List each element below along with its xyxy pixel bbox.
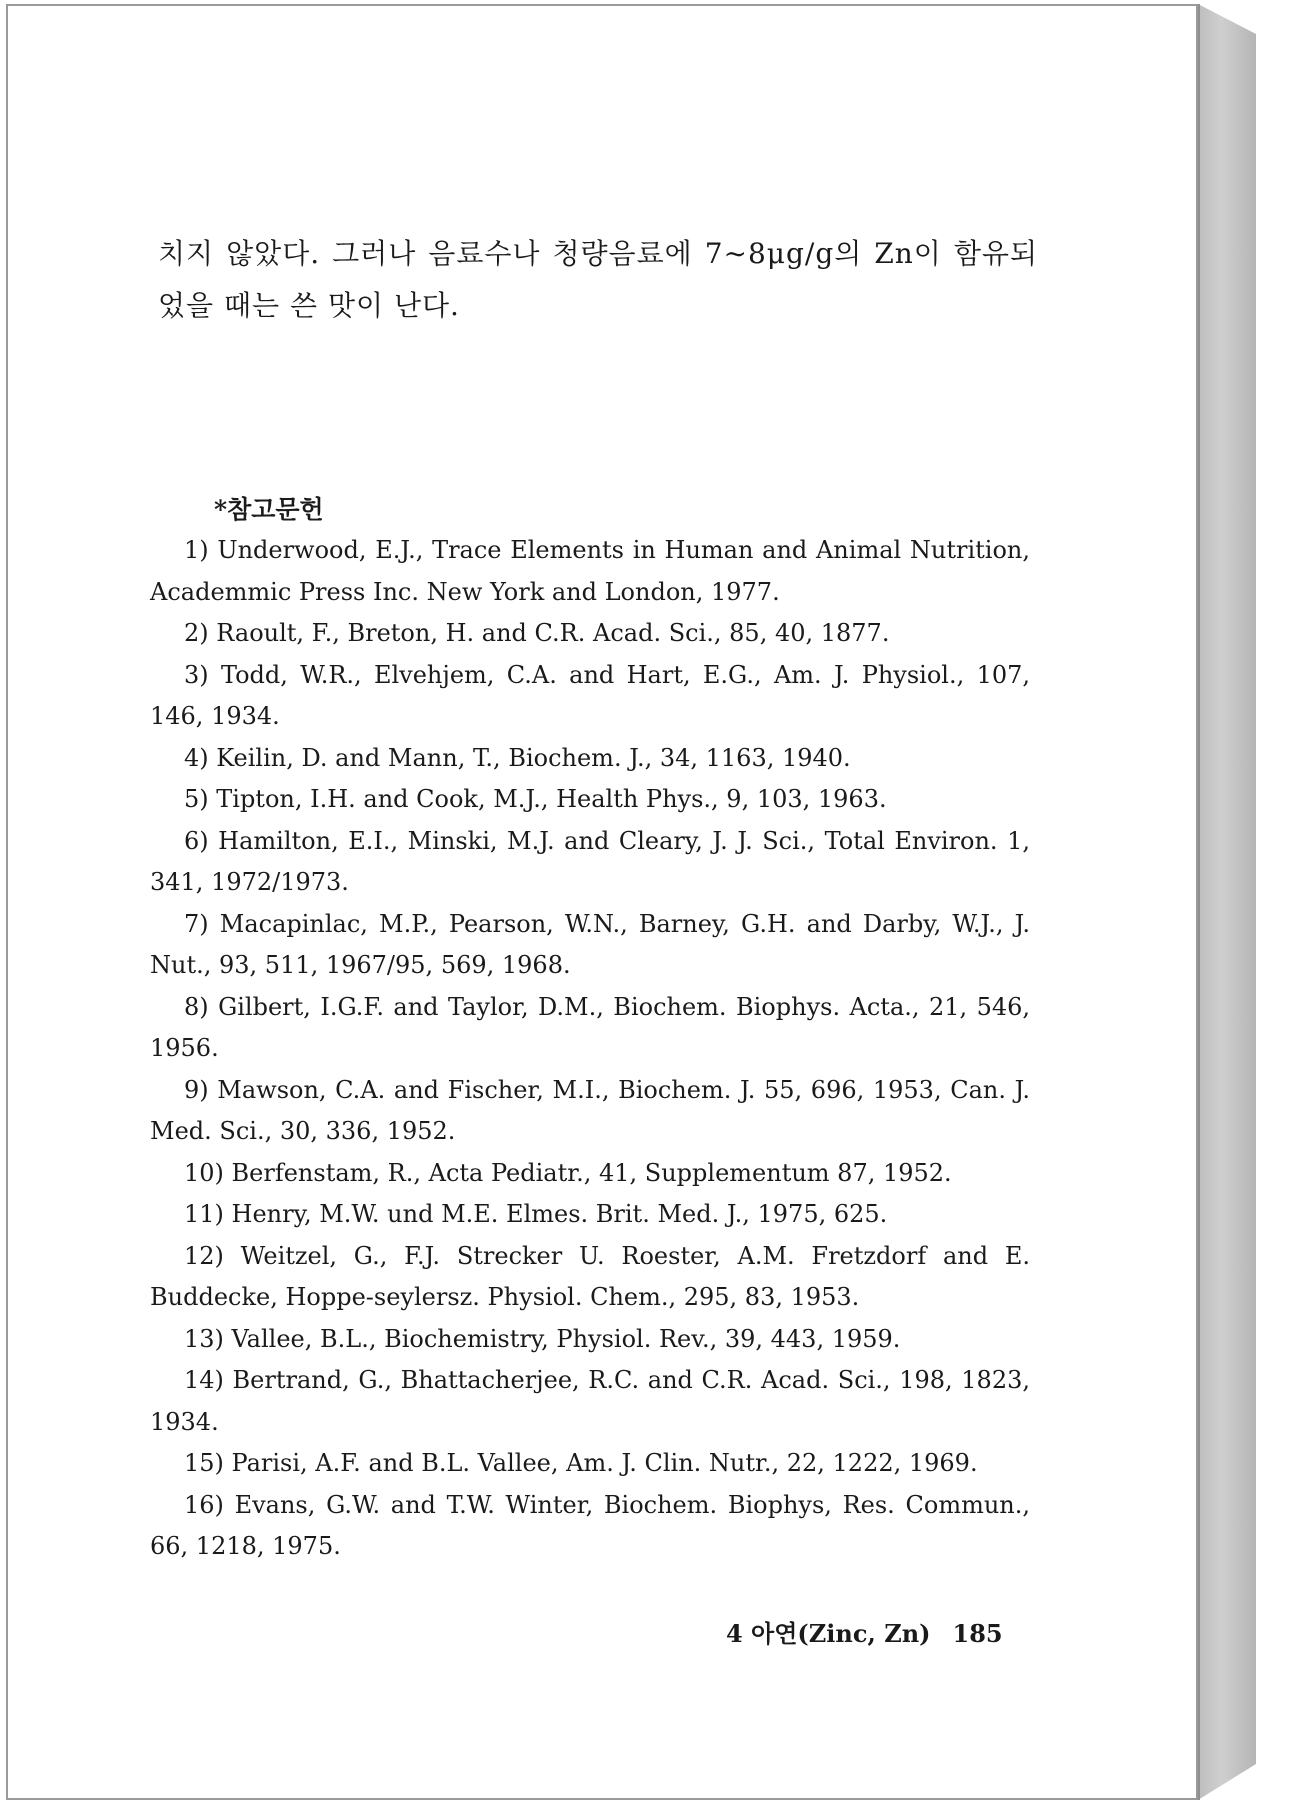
chapter-title: 4 아연(Zinc, Zn) — [726, 1619, 931, 1648]
reference-item: 2) Raoult, F., Breton, H. and C.R. Acad. Sci., 85, 40, 1877. — [184, 619, 890, 647]
page-number: 185 — [952, 1619, 1003, 1648]
reference-item: 5) Tipton, I.H. and Cook, M.J., Health Phys., 9, 103, 1963. — [184, 785, 887, 813]
reference-item: 3) Todd, W.R., Elvehjem, C.A. and Hart, E.G., Am. J. Physiol., 107, 146, 1934. — [150, 660, 1030, 730]
reference-item: 11) Henry, M.W. und M.E. Elmes. Brit. Med. J., 1975, 625. — [184, 1200, 888, 1228]
page-stack-edge — [1198, 4, 1256, 1800]
reference-item: 8) Gilbert, I.G.F. and Taylor, D.M., Biochem. Biophys. Acta., 21, 546, 1956. — [150, 992, 1030, 1062]
reference-item: 1) Underwood, E.J., Trace Elements in Human and Animal Nutrition, Academmic Press Inc. New York and London, 1977. — [150, 536, 1030, 606]
reference-item: 12) Weitzel, G., F.J. Strecker U. Roester, A.M. Fretzdorf and E. Buddecke, Hoppe-seylersz. Physiol. Chem., 295, 83, 1953. — [150, 1241, 1030, 1311]
reference-item: 10) Berfenstam, R., Acta Pediatr., 41, Supplementum 87, 1952. — [184, 1158, 952, 1187]
reference-item: 4) Keilin, D. and Mann, T., Biochem. J., 34, 1163, 1940. — [184, 743, 851, 772]
page-edge-line — [1198, 4, 1200, 1800]
reference-list — [150, 530, 1030, 1568]
reference-item: 15) Parisi, A.F. and B.L. Vallee, Am. J. Clin. Nutr., 22, 1222, 1969. — [184, 1449, 978, 1477]
body-paragraph: 치지 않았다. 그러나 음료수나 청량음료에 7∼8μg/g의 Zn이 함유되었을 때는 쓴 맛이 난다. — [158, 237, 1038, 322]
reference-item: 13) Vallee, B.L., Biochemistry, Physiol. Rev., 39, 443, 1959. — [184, 1324, 901, 1353]
reference-item: 6) Hamilton, E.I., Minski, M.J. and Cleary, J. J. Sci., Total Environ. 1, 341, 1972/1973. — [150, 826, 1030, 896]
page-footer — [726, 1614, 1003, 1649]
reference-item: 7) Macapinlac, M.P., Pearson, W.N., Barney, G.H. and Darby, W.J., J. Nut., 93, 511, 1967/95, 569, 1968. — [150, 909, 1030, 979]
reference-item: 14) Bertrand, G., Bhattacherjee, R.C. and C.R. Acad. Sci., 198, 1823, 1934. — [150, 1366, 1030, 1436]
reference-item: 9) Mawson, C.A. and Fischer, M.I., Biochem. J. 55, 696, 1953, Can. J. Med. Sci., 30, 336, 1952. — [150, 1075, 1030, 1145]
references-heading: *참고문헌 — [214, 495, 324, 524]
reference-item: 16) Evans, G.W. and T.W. Winter, Biochem. Biophys, Res. Commun., 66, 1218, 1975. — [150, 1490, 1030, 1560]
